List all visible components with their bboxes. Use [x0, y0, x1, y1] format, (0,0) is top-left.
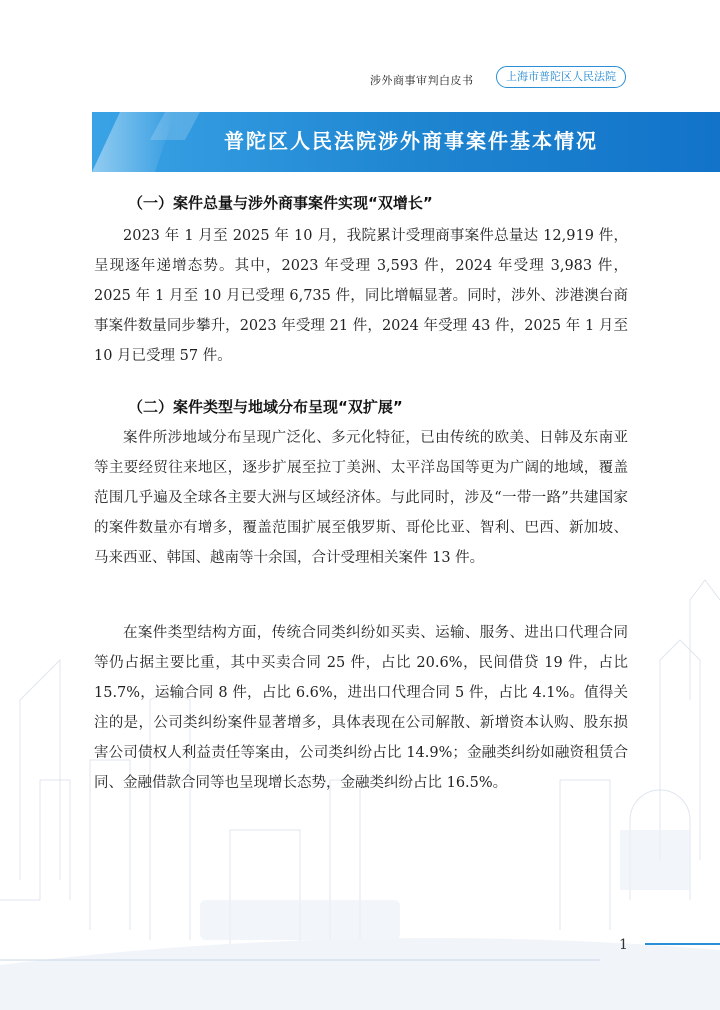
paragraph-case-types: 在案件类型结构方面，传统合同类纠纷如买卖、运输、服务、进出口代理合同等仍占据主要比重，其中买卖合同 25 件，占比 20.6%，民间借贷 19 件，占比 15.7%，运输合同 8 件，占比 6.6%，进出口代理合同 5 件，占比 4.1%。值得关注的是，公司类纠纷案件显著增多，具体表现在公司解散、新增资本认购、股东损害公司债权人利益责任等案由，公司类纠纷占比 14.9%；金融类纠纷如融资租赁合同、金融借款合同等也呈现增长态势，金融类纠纷占比 16.5%。	[94, 625, 628, 791]
paragraph-regional-distribution: 案件所涉地域分布呈现广泛化、多元化特征，已由传统的欧美、日韩及东南亚等主要经贸往来地区，逐步扩展至拉丁美洲、太平洋岛国等更为广阔的地域，覆盖范围几乎遍及全球各主要大洲与区域经济体。与此同时，涉及“一带一路”共建国家的案件数量亦有增多，覆盖范围扩展至俄罗斯、哥伦比亚、智利、巴西、新加坡、马来西亚、韩国、越南等十余国，合计受理相关案件 13 件。	[94, 430, 628, 566]
paragraph-case-totals: 2023 年 1 月至 2025 年 10 月，我院累计受理商事案件总量达 12,919 件，呈现逐年递增态势。其中，2023 年受理 3,593 件，2024 年受理 3,983 件，2025 年 1 月至 10 月已受理 6,735 件，同比增幅显著。同时，涉外、涉港澳台商事案件数量同步攀升，2023 年受理 21 件，2024 年受理 43 件，2025 年 1 月至 10 月已受理 57 件。	[94, 228, 628, 364]
court-name-badge: 上海市普陀区人民法院	[496, 66, 626, 88]
page-number: 1	[619, 937, 628, 953]
document-title-header: 涉外商事审判白皮书	[370, 74, 474, 87]
section-heading-1: （一）案件总量与涉外商事案件实现“双增长”	[128, 194, 433, 212]
section-title: 普陀区人民法院涉外商事案件基本情况	[224, 129, 598, 153]
section-heading-2: （二）案件类型与地域分布呈现“双扩展”	[128, 398, 403, 416]
